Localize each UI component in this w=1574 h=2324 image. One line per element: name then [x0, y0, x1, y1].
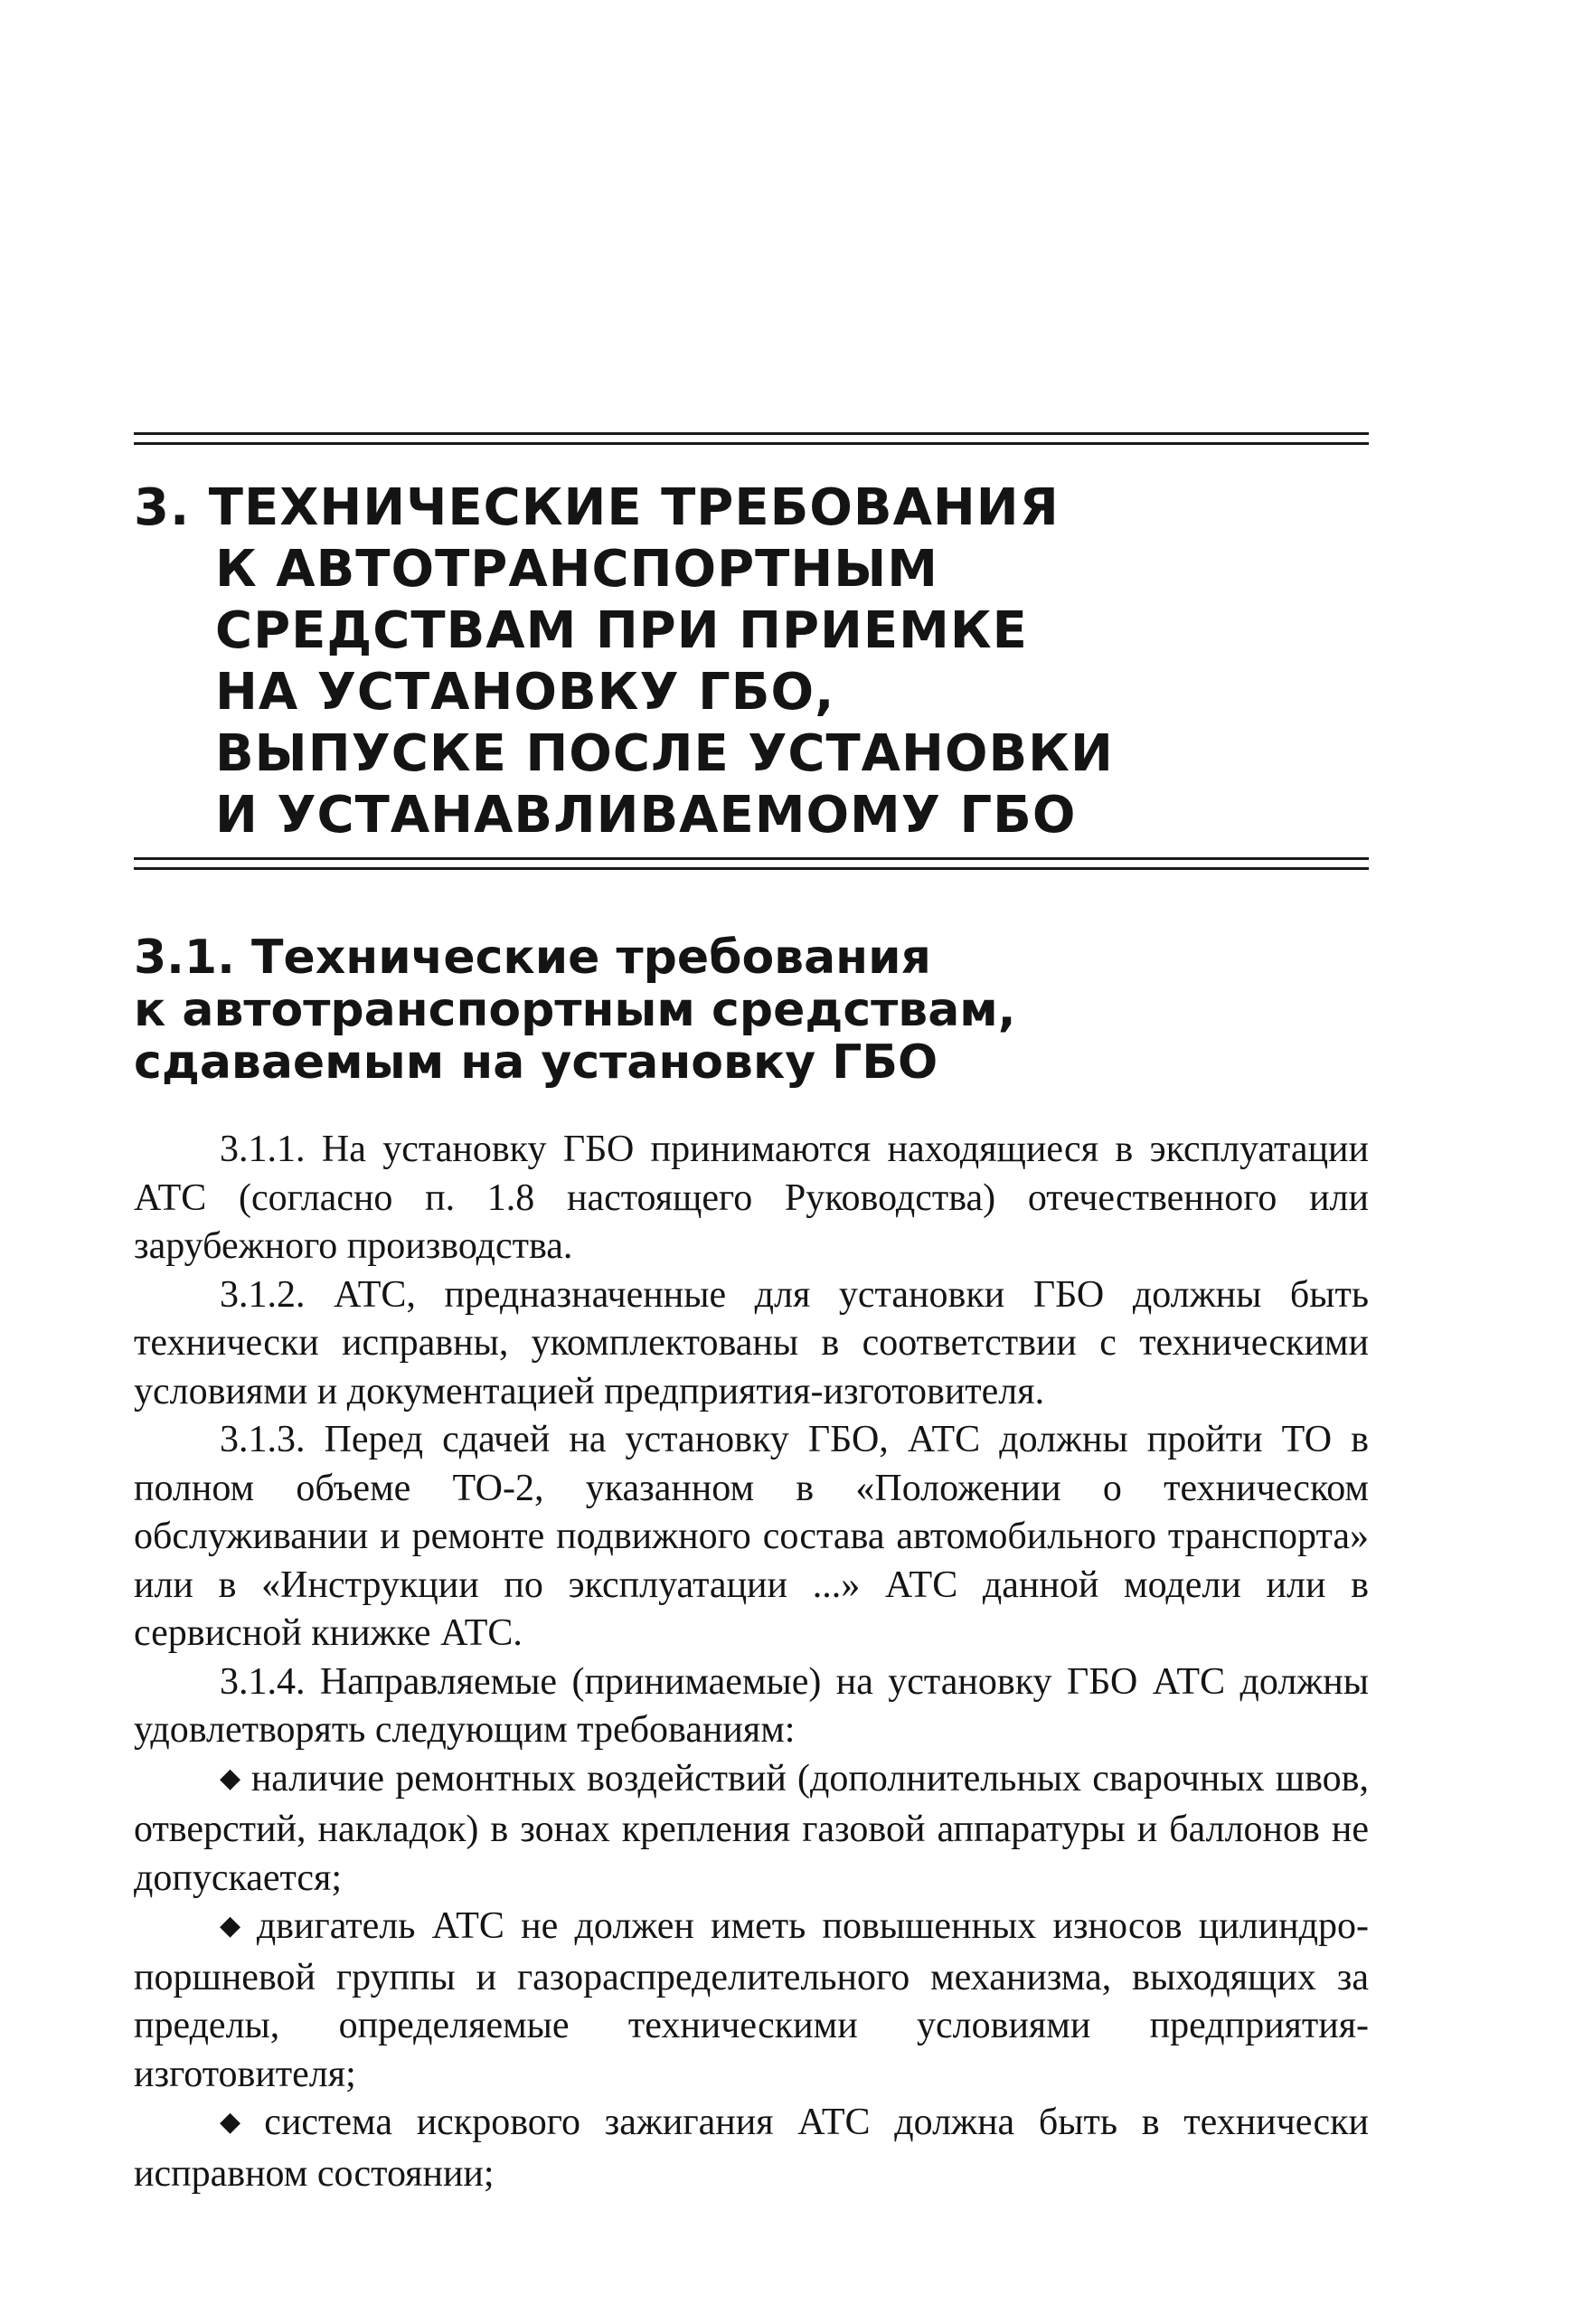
- double-rule-top: [134, 432, 1369, 445]
- diamond-bullet-icon: ◆: [220, 2106, 256, 2138]
- paragraph-3-1-1: 3.1.1. На установку ГБО принимаются находящиеся в эксплуатации АТС (согласно п. 1.8 настоящего Руководства) отечественного или зарубежного производства.: [134, 1129, 1369, 1267]
- chapter-title-line-3: СРЕДСТВАМ ПРИ ПРИЕМКЕ: [215, 601, 1028, 660]
- bullet-text: система искрового зажигания АТС должна быть в технически исправном состоянии;: [134, 2102, 1369, 2195]
- paragraph-3-1-3: 3.1.3. Перед сдачей на установку ГБО, АТС должны пройти ТО в полном объеме ТО-2, указанном в «Положении о техническом обслуживании и ремонте подвижного состава автомобильного транспорта» или в «Инструкции по эксплуатации ...» АТС данной модели или в сервисной книжке АТС.: [134, 1419, 1369, 1654]
- diamond-bullet-icon: ◆: [220, 1910, 248, 1941]
- bullet-item: [134, 2099, 1369, 2198]
- bullet-item: [134, 1755, 1369, 1904]
- chapter-title: [134, 477, 1369, 846]
- body-text: [134, 1126, 1369, 2198]
- section-title-line-2: к автотранспортным средствам,: [134, 983, 1016, 1037]
- section-title-line-3: сдаваемым на установку ГБО: [134, 1035, 938, 1090]
- section-title: [134, 931, 1369, 1089]
- chapter-title-line-1: ТЕХНИЧЕСКИЕ ТРЕБОВАНИЯ: [208, 478, 1060, 537]
- double-rule-bottom: [134, 857, 1369, 870]
- chapter-number: 3.: [134, 478, 191, 537]
- section-title-line-1: Технические требования: [250, 931, 931, 985]
- diamond-bullet-icon: ◆: [220, 1762, 242, 1794]
- section-number: 3.1.: [134, 931, 235, 985]
- bullet-text: двигатель АТС не должен иметь повышенных износов цилиндро-поршневой группы и газораспределительного механизма, выходящих за пределы, определяемые техническими условиями предприятия-изготовителя;: [134, 1905, 1369, 2095]
- chapter-title-line-2: К АВТОТРАНСПОРТНЫМ: [215, 540, 938, 599]
- chapter-title-line-4: НА УСТАНОВКУ ГБО,: [215, 663, 835, 722]
- paragraph-3-1-4: 3.1.4. Направляемые (принимаемые) на установку ГБО АТС должны удовлетворять следующим требованиям:: [134, 1660, 1369, 1751]
- bullet-text: наличие ремонтных воздействий (дополнительных сварочных швов, отверстий, накладок) в зонах крепления газовой аппаратуры и баллонов не допускается;: [134, 1757, 1370, 1899]
- paragraph-3-1-2: 3.1.2. АТС, предназначенные для установки ГБО должны быть технически исправны, укомплектованы в соответствии с техническими условиями и документацией предприятия-изготовителя.: [134, 1273, 1369, 1412]
- bullet-item: [134, 1903, 1369, 2099]
- chapter-title-line-5: ВЫПУСКЕ ПОСЛЕ УСТАНОВКИ: [215, 724, 1114, 783]
- chapter-title-line-6: И УСТАНАВЛИВАЕМОМУ ГБО: [215, 786, 1077, 845]
